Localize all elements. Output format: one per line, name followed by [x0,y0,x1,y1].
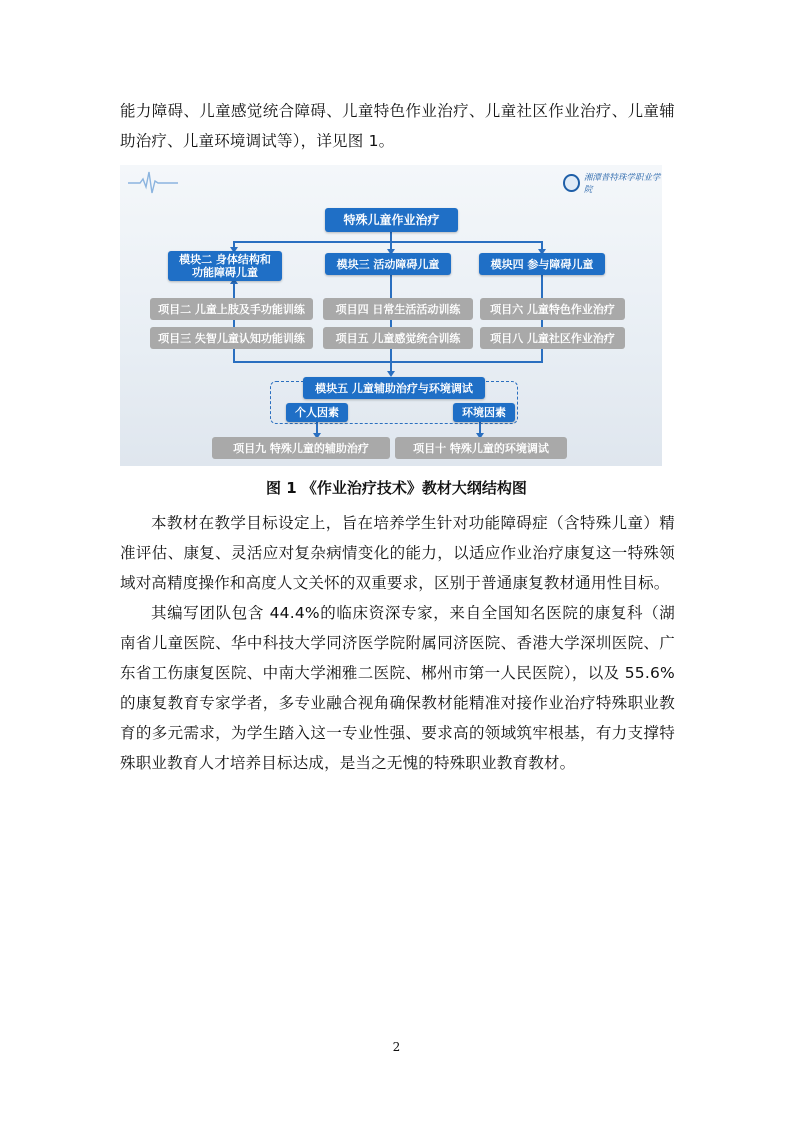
paragraph-intro: 能力障碍、儿童感觉统合障碍、儿童特色作业治疗、儿童社区作业治疗、儿童辅助治疗、儿童环境调试等），详见图 1。 [120,102,675,150]
project-ten-node: 项目十 特殊儿童的环境调试 [395,437,567,459]
school-logo [563,171,662,195]
paragraph-editorial-team: 其编写团队包含 44.4%的临床资深专家，来自全国知名医院的康复科（湖南省儿童医院、华中科技大学同济医学院附属同济医院、香港大学深圳医院、广东省工伤康复医院、中南大学湘雅二医院、郴州市第一人民医院），以及 55.6%的康复教育专家学者，多专业融合视角确保教材能精准对接作业治疗特殊职业教育的多元需求，为学生踏入这一专业性强、要求高的领域筑牢根基，有力支撑特殊职业教育人才培养目标达成，是当之无愧的特殊职业教育教材。 [120,604,675,772]
module-three-node: 模块三 活动障碍儿童 [325,253,451,275]
connector [233,241,543,243]
module-five-node: 模块五 儿童辅助治疗与环境调试 [303,377,485,399]
paragraph-teaching-goals: 本教材在教学目标设定上，旨在培养学生针对功能障碍症（含特殊儿童）精准评估、康复、灵活应对复杂病情变化的能力，以适应作业治疗康复这一特殊领域对高精度操作和高度人文关怀的双重要求，区别于普通康复教材通用性目标。 [120,514,675,592]
project-five-node: 项目五 儿童感觉统合训练 [323,327,473,349]
project-three-node: 项目三 失智儿童认知功能训练 [150,327,313,349]
page-number: 2 [392,1040,401,1054]
module-two-node: 模块二 身体结构和 功能障碍儿童 [168,251,282,281]
school-emblem-icon [563,174,580,192]
root-node: 特殊儿童作业治疗 [325,208,458,232]
outline-structure-figure [120,165,662,466]
connector [233,361,543,363]
environment-factor-node: 环境因素 [453,403,515,422]
module-four-node: 模块四 参与障碍儿童 [479,253,605,275]
heartbeat-icon [128,169,178,195]
figure-caption: 图 1 《作业治疗技术》教材大纲结构图 [266,479,527,497]
school-logo-text: 湘潭普特珠学职业学院 [583,173,661,195]
project-nine-node: 项目九 特殊儿童的辅助治疗 [212,437,390,459]
personal-factor-node: 个人因素 [286,403,348,422]
project-two-node: 项目二 儿童上肢及手功能训练 [150,298,313,320]
project-six-node: 项目六 儿童特色作业治疗 [480,298,625,320]
connector [390,232,392,241]
project-eight-node: 项目八 儿童社区作业治疗 [480,327,625,349]
project-four-node: 项目四 日常生活活动训练 [323,298,473,320]
